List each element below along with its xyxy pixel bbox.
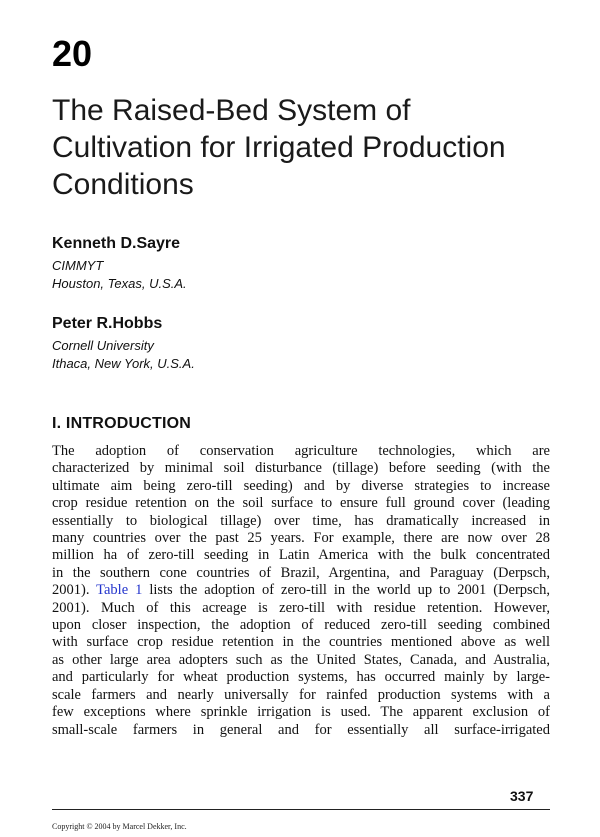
body-line: upon closer inspection, the adoption of reduced zero-till seeding combined — [52, 617, 550, 634]
body-line: small-scale farmers in general and for essentially all surface-irrigated — [52, 721, 550, 738]
chapter-title-line: Cultivation for Irrigated Production — [52, 131, 506, 164]
table-1-link[interactable]: Table 1 — [96, 582, 143, 599]
body-line: 2001). Much of this acreage is zero-till with residue retention. However, — [52, 599, 550, 616]
chapter-title-line: The Raised-Bed System of — [52, 94, 411, 127]
body-line: with surface crop residue retention in the countries mentioned above as well — [52, 634, 550, 651]
section-heading: I. INTRODUCTION — [52, 415, 191, 432]
author-affiliation: CIMMYT — [52, 258, 104, 273]
author-affiliation: Cornell University — [52, 338, 154, 353]
body-line: ultimate aim being zero-till seeding) and by diverse strategies to increase — [52, 477, 550, 494]
chapter-number: 20 — [52, 33, 93, 74]
chapter-title-line: Conditions — [52, 168, 194, 201]
body-line: characterized by minimal soil disturbance (tillage) before seeding (with the — [52, 460, 550, 477]
footer-divider — [52, 809, 550, 810]
author-location: Ithaca, New York, U.S.A. — [52, 356, 195, 371]
page-number: 337 — [510, 788, 534, 804]
author-block — [52, 314, 195, 373]
body-line: The adoption of conservation agriculture technologies, which are — [52, 443, 550, 459]
body-line: million ha of zero-till seeding in Latin America with the bulk concentrated — [52, 547, 550, 564]
body-line: scale farmers and nearly universally for rainfed production systems with a — [52, 686, 550, 703]
body-line: as other large area adopters such as the United States, Canada, and Australia, — [52, 651, 550, 668]
author-block — [52, 234, 187, 293]
body-line: many countries over the past 25 years. For example, there are now over 28 — [52, 530, 550, 547]
author-location: Houston, Texas, U.S.A. — [52, 276, 187, 291]
body-line: crop residue retention on the soil surface to ensure full ground cover (leading — [52, 495, 550, 512]
body-line: and particularly for wheat production systems, has occurred mainly by large- — [52, 669, 550, 686]
body-line: few exceptions where sprinkle irrigation is used. The apparent exclusion of — [52, 704, 550, 721]
body-line: essentially to biological tillage) over time, has dramatically increased in — [52, 512, 550, 529]
body-line-with-link — [52, 582, 550, 599]
chapter-title — [52, 92, 572, 203]
body-text — [52, 443, 550, 739]
body-text-fragment: lists the adoption of zero-till in the world up to 2001 (Derpsch, — [142, 582, 550, 599]
body-text-fragment: 2001). — [52, 582, 97, 599]
copyright-notice: Copyright © 2004 by Marcel Dekker, Inc. — [52, 822, 187, 831]
body-line: in the southern cone countries of Brazil, Argentina, and Paraguay (Derpsch, — [52, 564, 550, 581]
author-name: Kenneth D.Sayre — [52, 235, 181, 252]
author-name: Peter R.Hobbs — [52, 315, 163, 332]
